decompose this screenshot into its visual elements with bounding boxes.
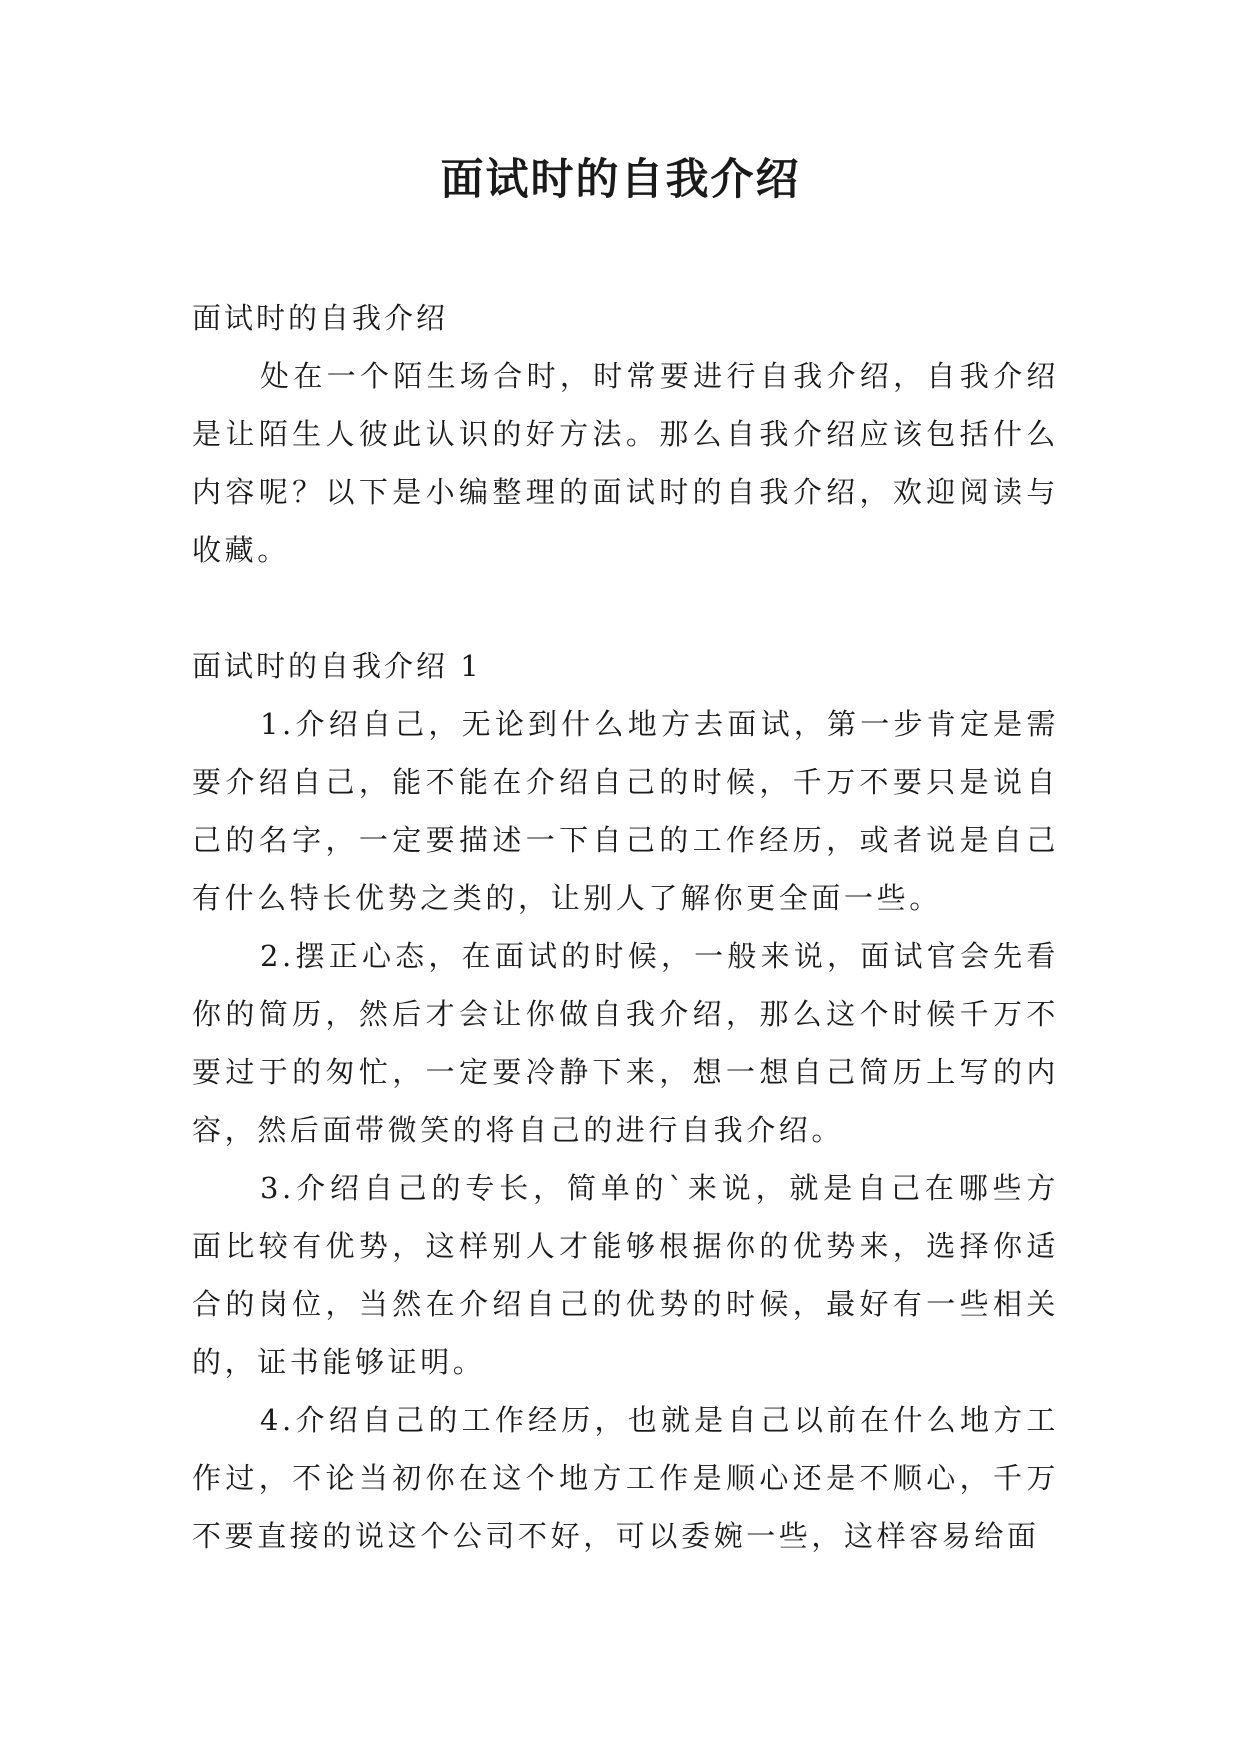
- paragraph-item-4: 4.介绍自己的工作经历，也就是自己以前在什么地方工作过，不论当初你在这个地方工作是顺心还是不顺心，千万不要直接的说这个公司不好，可以委婉一些，这样容易给面: [192, 1403, 1059, 1553]
- document-body: [192, 289, 1059, 1565]
- paragraph-item-3: 3.介绍自己的专长，简单的`来说，就是自己在哪些方面比较有优势，这样别人才能够根据你的优势来，选择你适合的岗位，当然在介绍自己的优势的时候，最好有一些相关的，证书能够证明。: [192, 1171, 1059, 1379]
- paragraph-spacer: [192, 579, 1059, 637]
- paragraph-item-2: 2.摆正心态，在面试的时候，一般来说，面试官会先看你的简历，然后才会让你做自我介绍，那么这个时候千万不要过于的匆忙，一定要冷静下来，想一想自己简历上写的内容，然后面带微笑的将自己的进行自我介绍。: [192, 939, 1059, 1147]
- intro-paragraph: 处在一个陌生场合时，时常要进行自我介绍，自我介绍是让陌生人彼此认识的好方法。那么自我介绍应该包括什么内容呢？以下是小编整理的面试时的自我介绍，欢迎阅读与收藏。: [192, 359, 1059, 567]
- document-title: 面试时的自我介绍: [440, 155, 801, 205]
- section-heading: 面试时的自我介绍 1: [192, 649, 482, 683]
- paragraph-item-1: 1.介绍自己，无论到什么地方去面试，第一步肯定是需要介绍自己，能不能在介绍自己的时候，千万不要只是说自己的名字，一定要描述一下自己的工作经历，或者说是自己有什么特长优势之类的，让别人了解你更全面一些。: [192, 707, 1059, 915]
- intro-heading: 面试时的自我介绍: [192, 301, 449, 335]
